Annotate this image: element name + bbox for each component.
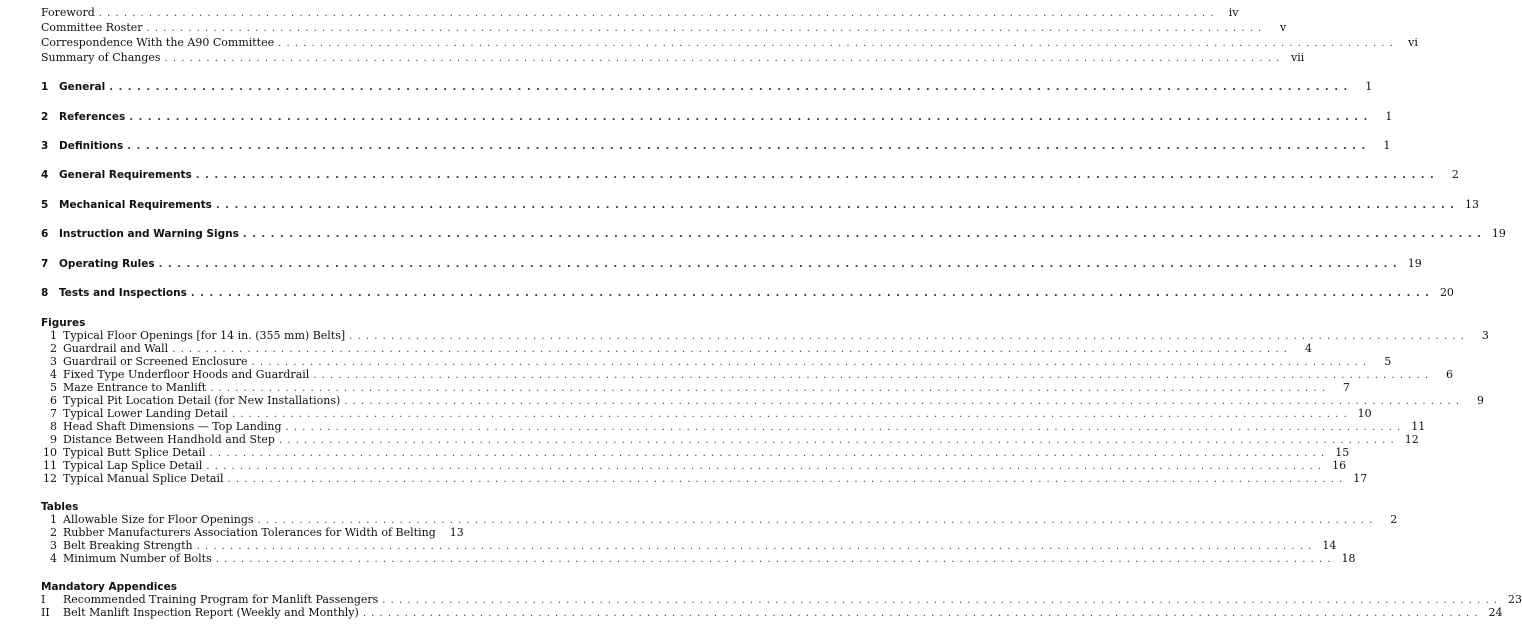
section-label: Tests and Inspections xyxy=(59,287,187,299)
table-number: 1 xyxy=(50,513,57,526)
toc-section-4[interactable] xyxy=(41,168,1459,182)
appendix-label: Recommended Training Program for Manlift Passengers xyxy=(63,593,379,606)
toc-section-7[interactable] xyxy=(41,257,1422,271)
leader-dots xyxy=(382,594,1498,608)
toc-entry-label: Summary of Changes xyxy=(41,51,161,64)
figure-number: 10 xyxy=(43,446,57,459)
figure-page: 5 xyxy=(1384,355,1392,368)
leader-dots xyxy=(363,607,1479,621)
toc-figure-9[interactable] xyxy=(41,433,1419,447)
toc-appendix-ii[interactable] xyxy=(41,606,1503,620)
figure-label: Typical Lower Landing Detail xyxy=(63,407,228,420)
section-page: 1 xyxy=(1365,80,1373,93)
leader-dots xyxy=(109,81,1348,95)
toc-entry-label: Foreword xyxy=(41,6,95,19)
toc-figure-7[interactable] xyxy=(41,407,1372,421)
section-number: 8 xyxy=(41,287,49,299)
table-label: Minimum Number of Bolts xyxy=(63,552,212,565)
figure-number: 1 xyxy=(50,329,57,342)
figure-number: 6 xyxy=(50,394,57,407)
section-label: General xyxy=(59,81,106,93)
leader-dots xyxy=(127,140,1366,154)
figure-number: 2 xyxy=(50,342,57,355)
leader-dots xyxy=(191,287,1430,301)
appendix-number: I xyxy=(41,593,46,606)
toc-entry-committee-roster[interactable] xyxy=(41,21,1287,35)
section-label: References xyxy=(59,111,126,123)
toc-entry-page: vii xyxy=(1291,51,1305,64)
figure-page: 11 xyxy=(1411,420,1426,433)
toc-figure-6[interactable] xyxy=(41,394,1485,408)
section-label: Instruction and Warning Signs xyxy=(59,228,239,240)
table-page: 18 xyxy=(1341,552,1356,565)
leader-dots xyxy=(216,553,1332,567)
section-label: General Requirements xyxy=(59,169,192,181)
leader-dots xyxy=(196,169,1435,183)
toc-figure-4[interactable] xyxy=(41,368,1454,382)
section-number: 4 xyxy=(41,169,49,181)
figure-number: 9 xyxy=(50,433,57,446)
figure-number: 8 xyxy=(50,420,57,433)
toc-section-1[interactable] xyxy=(41,80,1373,94)
figure-page: 6 xyxy=(1446,368,1454,381)
appendix-page: 23 xyxy=(1508,593,1522,606)
appendices-heading: Mandatory Appendices xyxy=(41,581,177,593)
figure-label: Typical Floor Openings [for 14 in. (355 mm) Belts] xyxy=(63,329,346,342)
figure-page: 16 xyxy=(1332,459,1347,472)
figure-label: Typical Lap Splice Detail xyxy=(63,459,203,472)
leader-dots xyxy=(165,52,1281,66)
figure-page: 17 xyxy=(1353,472,1368,485)
toc-entry-page: iv xyxy=(1228,6,1239,19)
table-page: 14 xyxy=(1322,539,1337,552)
figure-label: Typical Butt Splice Detail xyxy=(63,446,206,459)
table-page: 13 xyxy=(449,526,464,539)
toc-table-2[interactable] xyxy=(41,526,464,540)
toc-section-8[interactable] xyxy=(41,286,1454,300)
table-page: 2 xyxy=(1390,513,1398,526)
appendix-number: II xyxy=(41,606,50,619)
section-number: 7 xyxy=(41,258,49,270)
leader-dots xyxy=(147,22,1263,36)
figure-number: 11 xyxy=(43,459,57,472)
toc-figure-3[interactable] xyxy=(41,355,1392,369)
toc-entry-summary-of-changes[interactable] xyxy=(41,51,1305,65)
figure-label: Typical Pit Location Detail (for New Installations) xyxy=(63,394,341,407)
figure-number: 12 xyxy=(43,472,57,485)
toc-entry-label: Committee Roster xyxy=(41,21,143,34)
figure-label: Fixed Type Underfloor Hoods and Guardrail xyxy=(63,368,310,381)
toc-entry-page: v xyxy=(1280,21,1287,34)
section-label: Operating Rules xyxy=(59,258,155,270)
tables-heading: Tables xyxy=(41,501,79,513)
figure-number: 5 xyxy=(50,381,57,394)
section-number: 5 xyxy=(41,199,49,211)
section-number: 2 xyxy=(41,111,49,123)
figure-number: 7 xyxy=(50,407,57,420)
table-number: 4 xyxy=(50,552,57,565)
figure-page: 7 xyxy=(1342,381,1350,394)
section-label: Mechanical Requirements xyxy=(59,199,212,211)
leader-dots xyxy=(129,111,1368,125)
figure-page: 9 xyxy=(1477,394,1485,407)
toc-section-5[interactable] xyxy=(41,198,1479,212)
table-number: 3 xyxy=(50,539,57,552)
table-label: Rubber Manufacturers Association Tolerances for Width of Belting xyxy=(63,526,436,539)
section-page: 1 xyxy=(1383,139,1391,152)
toc-figure-8[interactable] xyxy=(41,420,1426,434)
toc-figure-2[interactable] xyxy=(41,342,1312,356)
toc-entry-page: vi xyxy=(1408,36,1418,49)
section-number: 3 xyxy=(41,140,49,152)
section-page: 13 xyxy=(1464,198,1479,211)
figure-number: 3 xyxy=(50,355,57,368)
figures-heading: Figures xyxy=(41,317,86,329)
figure-number: 4 xyxy=(50,368,57,381)
toc-section-2[interactable] xyxy=(41,110,1393,124)
toc-table-1[interactable] xyxy=(41,513,1398,527)
figure-page: 3 xyxy=(1481,329,1489,342)
section-page: 1 xyxy=(1385,110,1393,123)
toc-figure-11[interactable] xyxy=(41,459,1347,473)
leader-dots xyxy=(313,369,1429,383)
figure-page: 10 xyxy=(1357,407,1372,420)
figure-label: Head Shaft Dimensions — Top Landing xyxy=(63,420,282,433)
leader-dots xyxy=(216,199,1455,213)
leader-dots xyxy=(228,473,1344,487)
leader-dots xyxy=(243,228,1482,242)
toc-figure-10[interactable] xyxy=(41,446,1350,460)
appendix-label: Belt Manlift Inspection Report (Weekly and Monthly) xyxy=(63,606,359,619)
section-page: 20 xyxy=(1439,286,1454,299)
figure-label: Distance Between Handhold and Step xyxy=(63,433,275,446)
toc-entry-label: Correspondence With the A90 Committee xyxy=(41,36,275,49)
leader-dots xyxy=(99,7,1215,21)
appendix-page: 24 xyxy=(1488,606,1503,619)
table-label: Allowable Size for Floor Openings xyxy=(63,513,254,526)
leader-dots xyxy=(159,258,1398,272)
figure-label: Maze Entrance to Manlift xyxy=(63,381,207,394)
toc-entry-foreword[interactable] xyxy=(41,6,1239,20)
toc-figure-5[interactable] xyxy=(41,381,1350,395)
toc-figure-1[interactable] xyxy=(41,329,1489,343)
figure-page: 12 xyxy=(1404,433,1419,446)
figure-page: 4 xyxy=(1304,342,1312,355)
leader-dots xyxy=(278,37,1394,51)
section-page: 19 xyxy=(1491,227,1506,240)
section-number: 6 xyxy=(41,228,49,240)
section-page: 2 xyxy=(1451,168,1459,181)
leader-dots xyxy=(344,395,1460,409)
toc-figure-12[interactable] xyxy=(41,472,1368,486)
toc-section-6[interactable] xyxy=(41,227,1506,241)
figure-label: Guardrail or Screened Enclosure xyxy=(63,355,248,368)
figure-page: 15 xyxy=(1335,446,1350,459)
toc-table-4[interactable] xyxy=(41,552,1356,566)
section-label: Definitions xyxy=(59,140,124,152)
figure-label: Typical Manual Splice Detail xyxy=(63,472,224,485)
toc-table-3[interactable] xyxy=(41,539,1337,553)
table-number: 2 xyxy=(50,526,57,539)
section-page: 19 xyxy=(1407,257,1422,270)
section-number: 1 xyxy=(41,81,49,93)
toc-section-3[interactable] xyxy=(41,139,1391,153)
table-label: Belt Breaking Strength xyxy=(63,539,193,552)
toc-appendix-i[interactable] xyxy=(41,593,1522,607)
toc-entry-correspondence[interactable] xyxy=(41,36,1418,50)
figure-label: Guardrail and Wall xyxy=(63,342,169,355)
